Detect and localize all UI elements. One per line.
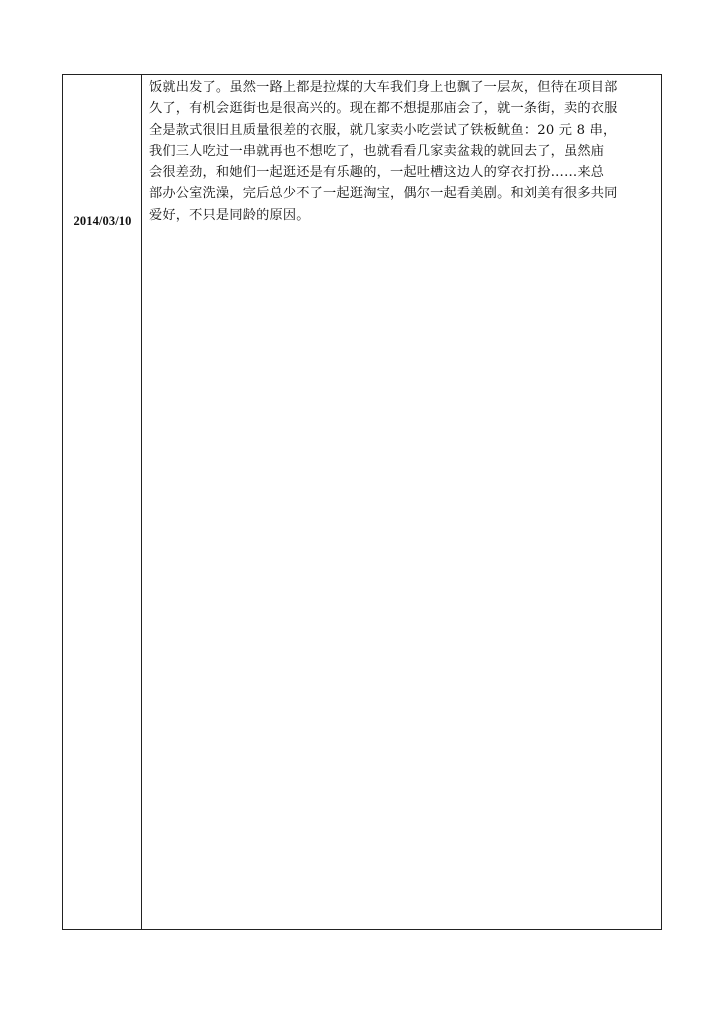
content-cell [142,75,661,929]
entry-line: 会很差劲，和她们一起逛还是有乐趣的，一起吐槽这边人的穿衣打扮……来总 [149,165,605,181]
entry-text [149,77,658,226]
entry-line: 全是款式很旧且质量很差的衣服，就几家卖小吃尝试了铁板鱿鱼：20 元 8 串， [149,122,617,138]
entry-date: 2014/03/10 [73,214,132,228]
entry-line: 久了，有机会逛街也是很高兴的。现在都不想提那庙会了，就一条街，卖的衣服 [149,101,618,117]
entry-line: 我们三人吃过一串就再也不想吃了，也就看看几家卖盆栽的就回去了，虽然庙 [149,143,605,159]
date-cell [63,75,142,929]
entry-line: 爱好，不只是同龄的原因。 [149,207,310,223]
entry-line: 部办公室洗澡，完后总少不了一起逛淘宝，偶尔一起看美剧。和刘美有很多共同 [149,186,618,202]
journal-table [62,74,662,930]
entry-line: 饭就出发了。虽然一路上都是拉煤的大车我们身上也飘了一层灰，但待在项目部 [149,80,618,95]
